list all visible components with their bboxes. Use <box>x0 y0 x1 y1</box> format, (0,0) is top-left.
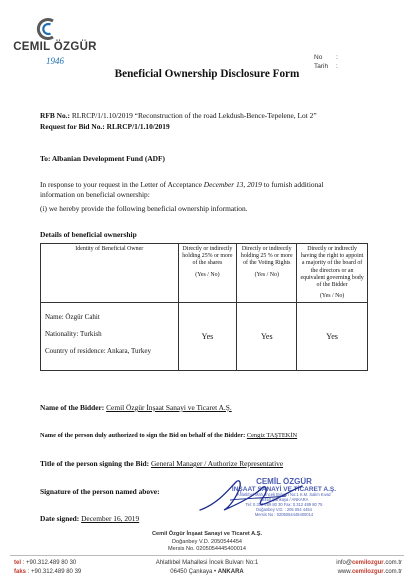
footer-mersis: Mersis No. 0205054445400014 <box>167 546 247 553</box>
owner-name: Name: Özgür Cahit <box>45 313 100 322</box>
footer-address-city: ANKARA <box>217 569 244 575</box>
date-signed-label: Date signed: <box>40 514 80 523</box>
footer-divider <box>10 555 404 556</box>
owner-nationality: Nationality: Turkish <box>45 330 102 339</box>
footer-company-name: Cemil Özgür İnşaat Sanayi ve Ticaret A.Ş. <box>151 531 263 537</box>
owner-identity-cell <box>41 303 179 371</box>
footer-address-prefix: 06450 Çankaya • <box>170 569 218 575</box>
stamp-line-4: 06450 Çankaya / ANKARA <box>259 496 309 502</box>
table-header-row <box>41 244 368 303</box>
intro-acceptance-date: December 13, 2019 <box>203 180 262 189</box>
footer-web-link[interactable] <box>336 568 402 577</box>
email-user: info@ <box>336 560 352 566</box>
web-domain: cemilozgur <box>351 569 384 575</box>
header-board-sub: (Yes / No) <box>319 293 345 300</box>
footer-online <box>336 559 402 577</box>
intro-line-3: (i) we hereby provide the following beneficial ownership information. <box>40 204 248 213</box>
answer-voting-rights: Yes <box>237 303 297 371</box>
header-voting-rights <box>237 244 297 303</box>
request-label: Request for Bid No.: <box>40 122 105 131</box>
bidder-label: Name of the Bidder <box>40 403 102 412</box>
answer-shares: Yes <box>178 303 237 371</box>
email-tld: .com.tr <box>383 560 402 566</box>
meta-no-label: No <box>314 54 323 61</box>
intro-line-1 <box>40 180 324 190</box>
rfb-value: RLRCP/1/1.10/2019 “Reconstruction of the road Lekdush-Bence-Tepelene, Lot 2” <box>71 111 317 120</box>
answer-board-appointment: Yes <box>297 303 368 371</box>
bidder-name: Cemil Özgür İnşaat Sanayi ve Ticaret A.Ş. <box>106 403 232 412</box>
footer-tel-label: tel <box>14 560 22 566</box>
footer-tel[interactable]: : +90.312.489 80 30 <box>22 560 77 566</box>
owner-country: Country of residence: Ankara, Turkey <box>45 347 151 356</box>
authorized-label: Name of the person duly authorized to sign the Bid on behalf of the Bidder <box>40 432 244 439</box>
rfb-line <box>40 111 317 121</box>
footer-email-link[interactable] <box>336 559 402 568</box>
request-value: RLRCP/1/1.10/2019 <box>106 122 170 131</box>
header-shares-sub: (Yes / No) <box>195 271 220 278</box>
header-voting-text: Directly or indirectly holding 25 % or more of the Voting Rights <box>240 246 293 267</box>
web-prefix: www. <box>337 569 352 575</box>
intro-line-2: information on beneficial ownership: <box>40 190 150 199</box>
table-row <box>41 303 368 371</box>
stamp-line-2: İNŞAAT SANAYİ VE TİCARET A.Ş. <box>231 486 337 493</box>
meta-date-value: : <box>336 63 338 70</box>
company-logo <box>12 16 98 70</box>
footer-fax-label: faks <box>14 569 27 575</box>
date-signed-line <box>40 514 139 524</box>
stamp-line-5: Tel: 0.312 489 80 30 Fax: 0.312 489 80 75 <box>245 501 323 507</box>
signer-title-value: General Manager / Authorize Representative <box>150 459 284 468</box>
stamp-line-7: Mersis No : 0205054445400014 <box>254 511 314 517</box>
header-identity-text: Identity of Beneficial Owner <box>75 246 144 252</box>
rfb-label: RFB No.: <box>40 111 70 120</box>
signer-title-label: Title of the person signing the Bid <box>40 459 147 468</box>
date-signed-value: December 16, 2019 <box>81 514 140 523</box>
authorized-name: Cengiz TAŞTEKİN <box>246 432 298 439</box>
footer-tax-office: Doğanbey V.D. 2050544454 <box>171 538 243 545</box>
header-board-text: Directly or indirectly having the right to appoint a majority of the board of the directors or an equivalent governing body of the Bidder <box>300 246 364 289</box>
header-board-appointment <box>297 244 368 303</box>
meta-date-label: Tarih <box>314 63 329 70</box>
header-shares-text: Directly or indirectly holding 25% or more of the shares <box>182 246 233 267</box>
logo-year: 1946 <box>46 56 64 66</box>
signature-label: Signature of the person named above <box>40 487 158 496</box>
email-domain: cemilozgur <box>351 560 384 566</box>
stamp-line-3: Ahlatlıbel Mah. İncek Bulvarı No:1 K.M. Salim Kıvaz <box>237 492 331 497</box>
web-tld: .com.tr <box>383 569 402 575</box>
signer-title-line: Title of the person signing the Bid: General Manager / Authorize Representative <box>40 459 284 468</box>
header-voting-sub: (Yes / No) <box>254 271 279 278</box>
logo-name: CEMIL ÖZGÜR <box>13 41 97 53</box>
page-title: Beneficial Ownership Disclosure Form <box>114 68 300 80</box>
authorized-line: Name of the person duly authorized to sign the Bid on behalf of the Bidder: Cengiz TAŞTEKİN <box>40 432 298 439</box>
footer-company-info <box>0 531 414 554</box>
beneficial-ownership-table <box>40 243 368 371</box>
header-shares <box>178 244 237 303</box>
intro-part-2: to furnish additional <box>261 180 324 189</box>
footer-address-line-1: Ahlatlıbel Mahallesi İncek Bulvarı No:1 <box>155 560 259 566</box>
meta-no-value: : <box>336 54 338 61</box>
header-identity <box>41 244 179 303</box>
footer-fax: : +90.312.489 80 39 <box>27 569 82 575</box>
details-heading: Details of beneficial ownership <box>40 230 137 239</box>
intro-part-1: In response to your request in the Letter of Acceptance <box>40 180 204 189</box>
request-line <box>40 122 170 132</box>
bidder-line: Name of the Bidder: Cemil Özgür İnşaat Sanayi ve Ticaret A.Ş. <box>40 403 232 412</box>
handwritten-signature-icon <box>190 474 310 520</box>
stamp-line-1: CEMİL ÖZGÜR <box>256 477 312 486</box>
stamp-line-6: Doğanbey V.D. : 205 054 4454 <box>256 506 312 512</box>
signature-label-line: Signature of the person named above: <box>40 487 160 496</box>
logo-c-mark-icon <box>34 16 60 42</box>
addressee: To: Albanian Development Fund (ADF) <box>40 154 165 163</box>
